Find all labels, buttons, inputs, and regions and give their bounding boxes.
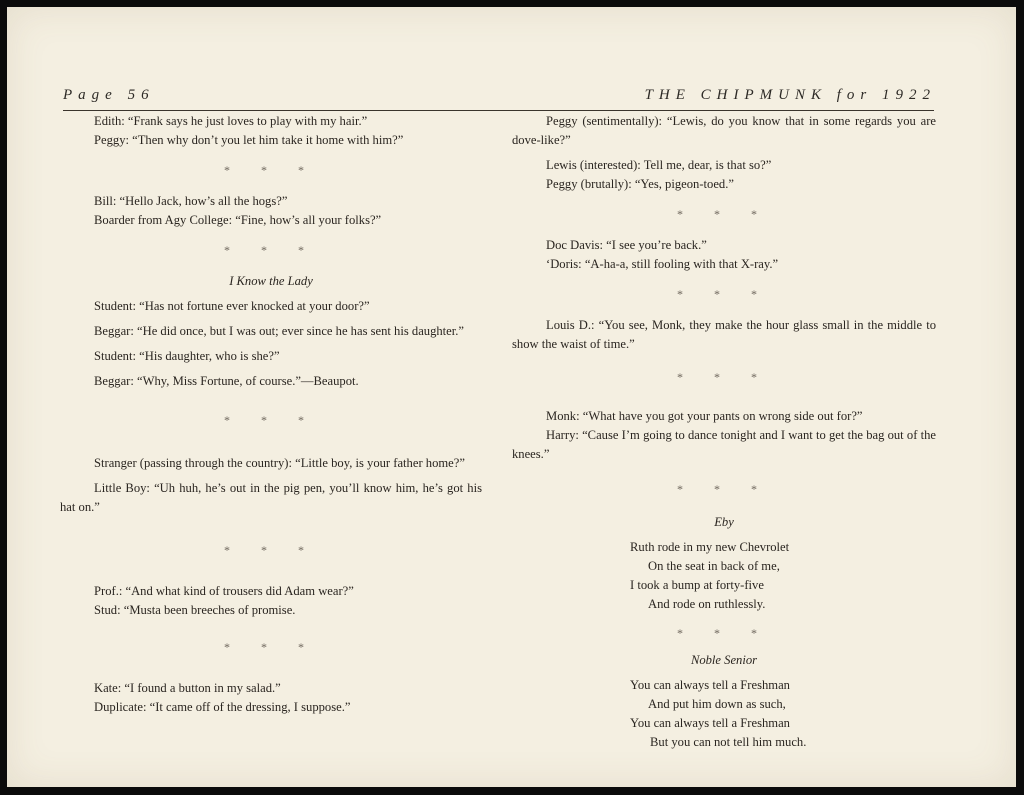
- poem-line: And put him down as such,: [648, 697, 786, 711]
- page-number-header: Page 56: [63, 87, 155, 103]
- separator-stars: * * *: [224, 543, 318, 557]
- poem-line: I took a bump at forty-five: [630, 578, 764, 592]
- poem-line: On the seat in back of me,: [648, 559, 780, 573]
- separator-stars: * * *: [224, 640, 318, 654]
- poem-line: But you can not tell him much.: [650, 735, 807, 749]
- joke-line: Peggy (sentimentally): “Lewis, do you know that in some regards you are dove-like?”: [512, 114, 936, 147]
- joke-line: Bill: “Hello Jack, how’s all the hogs?”: [94, 194, 288, 208]
- separator-stars: * * *: [677, 287, 771, 301]
- separator-stars: * * *: [224, 243, 318, 257]
- poem-title: Eby: [714, 515, 734, 529]
- poem-eby: [630, 538, 936, 614]
- joke-line: Peggy (brutally): “Yes, pigeon-toed.”: [546, 177, 734, 191]
- joke-line: Stranger (passing through the country): “Little boy, is your father home?”: [94, 456, 465, 470]
- joke-line: Beggar: “He did once, but I was out; ever since he has sent his daughter.”: [94, 324, 465, 338]
- joke-line: Student: “His daughter, who is she?”: [94, 349, 280, 363]
- joke-line: Boarder from Agy College: “Fine, how’s all your folks?”: [94, 213, 382, 227]
- poem-line: And rode on ruthlessly.: [648, 597, 766, 611]
- joke-line: ‘Doris: “A-ha-a, still fooling with that X-ray.”: [546, 257, 779, 271]
- right-column: [512, 112, 936, 752]
- joke-line: Peggy: “Then why don’t you let him take it home with him?”: [94, 133, 404, 147]
- publication-title-header: THE CHIPMUNK for 1922: [644, 87, 936, 103]
- joke-line: Stud: “Musta been breeches of promise.: [94, 603, 296, 617]
- section-title: I Know the Lady: [229, 274, 313, 288]
- joke-line: Little Boy: “Uh huh, he’s out in the pig pen, you’ll know him, he’s got his hat on.”: [60, 481, 482, 514]
- poem-line: You can always tell a Freshman: [630, 678, 790, 692]
- joke-line: Edith: “Frank says he just loves to play with my hair.”: [94, 114, 368, 128]
- separator-stars: * * *: [677, 370, 771, 384]
- joke-line: Louis D.: “You see, Monk, they make the hour glass small in the middle to show the waist of time.”: [512, 318, 936, 351]
- poem-line: You can always tell a Freshman: [630, 716, 790, 730]
- separator-stars: * * *: [677, 626, 771, 640]
- joke-line: Harry: “Cause I’m going to dance tonight and I want to get the bag out of the knees.”: [512, 428, 936, 461]
- left-column: [60, 112, 482, 717]
- separator-stars: * * *: [677, 482, 771, 496]
- joke-line: Monk: “What have you got your pants on wrong side out for?”: [546, 409, 863, 423]
- joke-line: Doc Davis: “I see you’re back.”: [546, 238, 707, 252]
- joke-line: Prof.: “And what kind of trousers did Adam wear?”: [94, 584, 354, 598]
- poem-title: Noble Senior: [690, 653, 758, 667]
- poem-noble-senior: [630, 676, 936, 752]
- separator-stars: * * *: [224, 163, 318, 177]
- joke-line: Lewis (interested): Tell me, dear, is that so?”: [546, 158, 772, 172]
- separator-stars: * * *: [677, 207, 771, 221]
- poem-line: Ruth rode in my new Chevrolet: [630, 540, 790, 554]
- joke-line: Beggar: “Why, Miss Fortune, of course.”—Beaupot.: [94, 374, 359, 388]
- joke-line: Student: “Has not fortune ever knocked at your door?”: [94, 299, 370, 313]
- header-rule: [63, 110, 934, 111]
- joke-line: Kate: “I found a button in my salad.”: [94, 681, 281, 695]
- separator-stars: * * *: [224, 413, 318, 427]
- joke-line: Duplicate: “It came off of the dressing, I suppose.”: [94, 700, 351, 714]
